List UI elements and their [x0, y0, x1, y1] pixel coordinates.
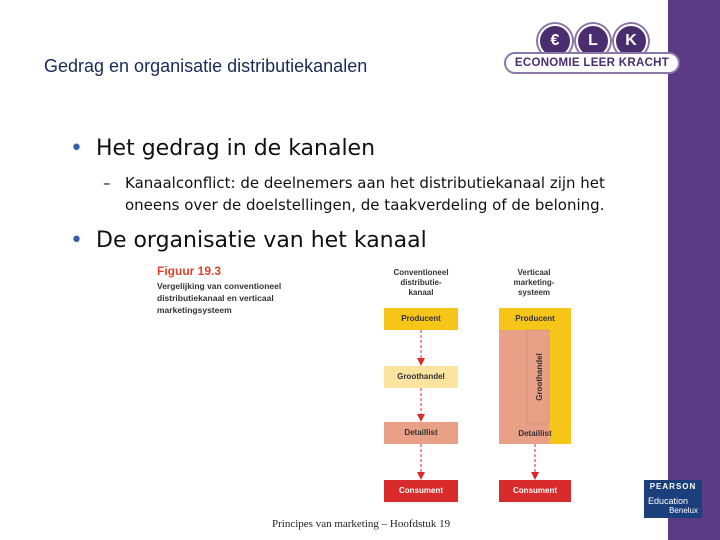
pearson-name: PEARSON: [649, 482, 697, 491]
slide-title: Gedrag en organisatie distributiekanalen: [44, 56, 368, 76]
conv-consumer-box: Consument: [384, 480, 458, 502]
vms-wholesaler-label: Groothandel: [535, 353, 544, 401]
heading-line: marketing-: [513, 278, 555, 287]
euro-coin-icon: €: [538, 24, 572, 58]
bullet-text: De organisatie van het kanaal: [96, 228, 427, 253]
l-coin-icon: L: [576, 24, 610, 58]
bullet-icon: •: [70, 228, 83, 253]
bullet-text: Het gedrag in de kanalen: [96, 136, 376, 161]
logo-text: ECONOMIE LEER KRACHT: [514, 57, 670, 69]
vms-producer-label: Producent: [515, 314, 555, 323]
bullet-icon: •: [70, 136, 83, 161]
pearson-logo: [644, 480, 702, 518]
heading-line: distributie-: [400, 278, 442, 287]
dash-icon: –: [103, 174, 111, 192]
vms-retailer-label: Detaillist: [518, 429, 552, 438]
slide-footer: Principes van marketing – Hoofdstuk 19: [272, 518, 451, 530]
k-coin-icon: K: [614, 24, 648, 58]
vms-consumer-box: Consument: [499, 480, 571, 502]
heading-line: systeem: [517, 288, 551, 297]
heading-line: Verticaal: [517, 268, 551, 277]
pearson-line2: Benelux: [669, 506, 698, 515]
conv-producer-box: Producent: [384, 308, 458, 330]
pearson-line1: Education: [648, 496, 689, 506]
figure-title: Figuur 19.3: [157, 264, 222, 278]
sub-bullet-text: Kanaalconflict: de deelnemers aan het distributiekanaal zijn het oneens over de doelstellingen, de taakverdeling of de beloning.: [125, 174, 605, 214]
conv-retailer-box: Detaillist: [384, 422, 458, 444]
figure-caption: Vergelijking van conventioneel distributiekanaal en verticaal marketingsysteem: [157, 281, 282, 315]
conv-wholesaler-box: Groothandel: [384, 366, 458, 388]
heading-line: kanaal: [408, 288, 434, 297]
heading-line: Conventioneel: [393, 268, 449, 277]
